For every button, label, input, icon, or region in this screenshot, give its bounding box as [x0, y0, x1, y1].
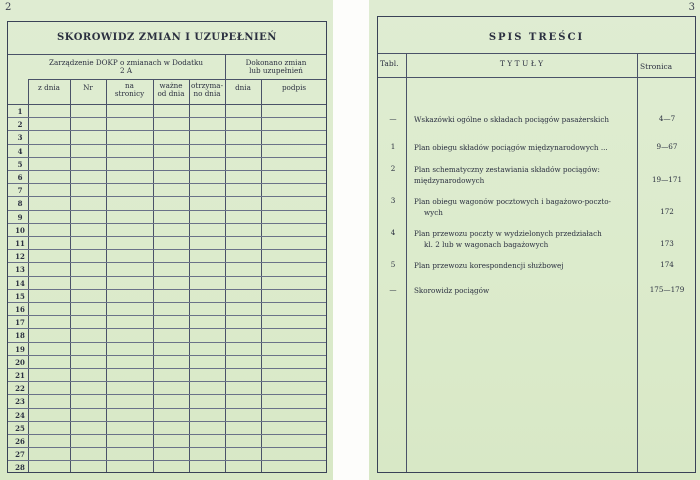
- toc-entry-title: [414, 228, 602, 250]
- page-number-right: 3: [688, 2, 695, 13]
- table-row-line: [8, 130, 326, 131]
- done-header-line1: Dokonano zmian: [245, 58, 307, 67]
- toc-frame: [377, 16, 696, 473]
- table-row-number: 13: [15, 265, 25, 275]
- table-row-number: 25: [15, 423, 25, 433]
- table-row-line: [8, 289, 326, 290]
- toc-entry-line: Plan schematyczny zestawiania składów pociągów:: [414, 165, 600, 174]
- changes-title: SKOROWIDZ ZMIAN I UZUPEŁNIEŃ: [57, 32, 277, 43]
- table-row-number: 20: [15, 357, 25, 367]
- table-row-number: 6: [17, 173, 23, 182]
- table-row-number: 10: [15, 225, 25, 235]
- col-on-page: [106, 82, 153, 98]
- toc-entry-number: —: [389, 285, 397, 294]
- toc-entry-page: 173: [660, 239, 674, 248]
- col-on-page-1: na: [125, 81, 134, 90]
- toc-title-divider: [378, 53, 695, 54]
- col-on-page-2: stronicy: [114, 89, 145, 98]
- table-row-line: [8, 421, 326, 422]
- table-row-number: 24: [15, 410, 25, 420]
- col-valid-1: ważne: [159, 81, 183, 90]
- table-row-number: 4: [17, 146, 23, 156]
- done-group-header: [226, 59, 326, 75]
- toc-entry-title: [414, 114, 609, 125]
- toc-entry-line: kl. 2 lub w wagonach bagażowych: [424, 240, 549, 249]
- col-signature: podpis: [281, 83, 307, 92]
- orders-header-line2: 2 A: [119, 66, 133, 75]
- title-divider: [8, 54, 326, 55]
- toc-entry-number: —: [389, 114, 397, 123]
- col-valid: [153, 82, 189, 98]
- table-row-number: 17: [15, 318, 25, 328]
- toc-entry-page: 9—67: [656, 142, 678, 151]
- orders-group-header: [28, 59, 224, 75]
- table-row-line: [8, 157, 326, 158]
- table-row-number: 8: [17, 199, 23, 209]
- subheader-divider: [28, 79, 326, 80]
- col-valid-2: od dnia: [157, 89, 185, 98]
- table-row-number: 7: [17, 186, 23, 196]
- toc-entry-line: wych: [424, 208, 443, 217]
- table-row-number: 15: [15, 291, 25, 301]
- toc-entry-page: 19—171: [651, 175, 683, 184]
- table-row-number: 19: [15, 344, 25, 354]
- toc-header-table: Tabl.: [380, 59, 399, 68]
- table-row-line: [8, 236, 326, 237]
- table-row-number: 23: [15, 397, 25, 407]
- table-row-number: 14: [15, 278, 25, 288]
- table-row-line: [8, 368, 326, 369]
- toc-entry-title: [414, 196, 611, 218]
- toc-title: SPIS TREŚCI: [488, 32, 585, 43]
- col-received-1: otrzyma-: [190, 81, 224, 90]
- table-row-number: 11: [15, 239, 25, 248]
- toc-entry-page: 172: [660, 207, 674, 216]
- table-row-line: [8, 249, 326, 250]
- table-row-line: [8, 223, 326, 224]
- toc-entry-number: 4: [390, 228, 396, 237]
- left-page: [0, 0, 333, 480]
- toc-entry-title: [414, 164, 600, 186]
- table-row-number: 21: [15, 371, 25, 380]
- table-row-line: [8, 434, 326, 435]
- toc-header-page: Stronica: [640, 62, 673, 71]
- table-row-number: 18: [15, 331, 25, 341]
- table-row-line: [8, 460, 326, 461]
- table-row-line: [8, 276, 326, 277]
- toc-entry-line: Plan obiegu wagonów pocztowych i bagażowo-poczto-: [414, 197, 611, 206]
- toc-entry-line: Plan obiegu składów pociągów międzynarodowych ...: [414, 143, 608, 152]
- right-page: [369, 0, 700, 480]
- table-row-number: 2: [17, 120, 23, 130]
- orders-header-line1: Zarządzenie DOKP o zmianach w Dodatku: [49, 58, 203, 67]
- table-row-line: [8, 381, 326, 382]
- header-bottom-line: [8, 104, 326, 105]
- page-number-left: 2: [5, 2, 12, 13]
- toc-entry-line: Plan przewozu poczty w wydzielonych przedziałach: [414, 229, 602, 238]
- table-row-line: [8, 342, 326, 343]
- table-row-number: 5: [17, 159, 23, 169]
- col-from-day: z dnia: [38, 83, 60, 92]
- table-row-line: [8, 408, 326, 409]
- table-row-line: [8, 394, 326, 395]
- toc-entry-title: [414, 285, 489, 296]
- table-row-line: [8, 315, 326, 316]
- toc-entry-title: [414, 142, 608, 153]
- table-row-line: [8, 196, 326, 197]
- toc-header-titles: T Y T U Ł Y: [499, 59, 544, 68]
- table-row-number: 22: [15, 384, 25, 394]
- table-row-number: 16: [15, 305, 25, 314]
- toc-entry-line: międzynarodowych: [414, 176, 485, 185]
- toc-entry-page: 175—179: [649, 285, 685, 294]
- toc-entry-page: 4—7: [658, 114, 676, 123]
- col-no: Nr: [83, 83, 93, 92]
- table-row-number: 26: [15, 437, 25, 446]
- table-row-line: [8, 183, 326, 184]
- col-received-2: no dnia: [193, 89, 221, 98]
- done-header-line2: lub uzupełnień: [249, 66, 303, 75]
- toc-header-line: [378, 77, 695, 78]
- table-row-number: 9: [17, 212, 23, 222]
- table-row-number: 27: [15, 450, 25, 460]
- changes-table: [7, 21, 327, 473]
- table-row-line: [8, 210, 326, 211]
- table-row-line: [8, 328, 326, 329]
- col-day: dnia: [235, 83, 251, 92]
- table-row-number: 28: [15, 463, 25, 473]
- toc-entry-number: 3: [390, 196, 396, 205]
- toc-entry-line: Skorowidz pociągów: [414, 286, 490, 295]
- table-row-line: [8, 302, 326, 303]
- table-row-line: [8, 117, 326, 118]
- table-row-number: 1: [17, 107, 23, 116]
- toc-entry-line: Plan przewozu korespondencji służbowej: [414, 261, 564, 270]
- table-row-line: [8, 262, 326, 263]
- toc-entry-number: 1: [390, 142, 396, 151]
- toc-entry-page: 174: [660, 260, 674, 269]
- toc-entry-line: Wskazówki ogólne o składach pociągów pasażerskich: [414, 115, 609, 124]
- table-row-line: [8, 144, 326, 145]
- table-row-number: 3: [17, 133, 23, 143]
- table-row-line: [8, 447, 326, 448]
- toc-entry-number: 5: [390, 260, 396, 269]
- table-row-line: [8, 170, 326, 171]
- col-received: [189, 82, 225, 98]
- toc-entry-number: 2: [390, 164, 396, 173]
- table-row-line: [8, 355, 326, 356]
- toc-entry-title: [414, 260, 564, 271]
- table-row-number: 12: [15, 252, 25, 262]
